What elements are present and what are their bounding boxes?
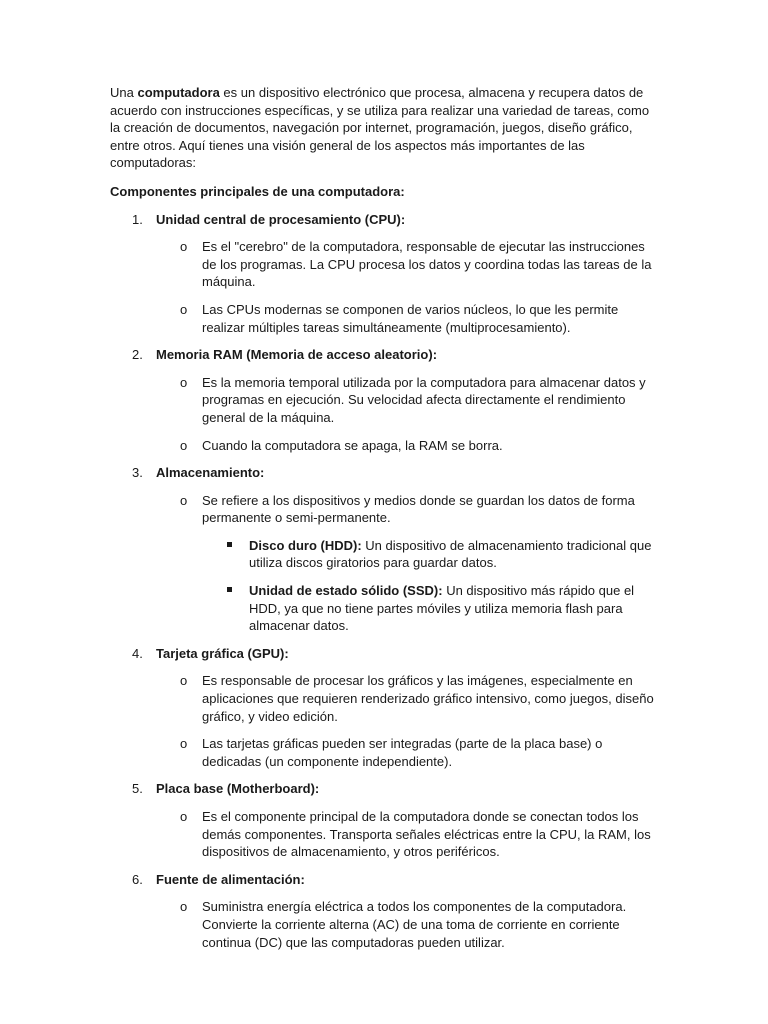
item-title: Tarjeta gráfica (GPU): — [156, 645, 289, 661]
list-item-1 — [110, 211, 658, 229]
sub-sub-item-text: Un dispositivo más rápido que el HDD, ya que no tiene partes móviles y utiliza memoria flash para almacenar datos. — [249, 583, 635, 634]
intro-paragraph — [110, 84, 658, 172]
circle-bullet-icon: o — [180, 899, 188, 915]
sub-item-text: Suministra energía eléctrica a todos los componentes de la computadora. Convierte la corriente alterna (AC) de una toma de corriente en corriente continua (DC) que las computadoras pueden utilizar. — [202, 899, 627, 950]
intro-post: es un dispositivo electrónico que procesa, almacena y recupera datos de acuerdo con instrucciones específicas, y se utiliza para realizar una variedad de tareas, como la creación de documentos, navegación por internet, programación, juegos, diseño gráfico, entre otros. Aquí tienes una visión general de los aspectos más importantes de las computadoras: — [110, 85, 650, 171]
sub-sub-item-term: Disco duro (HDD): — [249, 537, 362, 553]
circle-bullet-icon: o — [180, 809, 188, 824]
item-title: Placa base (Motherboard): — [156, 781, 320, 797]
section-heading: Componentes principales de una computadora: — [110, 183, 405, 199]
item-number: 6. — [132, 871, 143, 887]
circle-bullet-icon: o — [180, 239, 188, 255]
circle-bullet-icon: o — [180, 374, 188, 390]
item-title: Fuente de alimentación: — [156, 871, 305, 887]
intro-pre: Una — [110, 85, 138, 100]
list-item-2 — [110, 346, 658, 364]
sub-sub-item-term: Unidad de estado sólido (SSD): — [249, 583, 443, 599]
sub-item-text: Cuando la computadora se apaga, la RAM se borra. — [202, 437, 503, 453]
list-item-6 — [110, 871, 658, 889]
sub-item — [110, 374, 658, 427]
sub-item-text: Es el "cerebro" de la computadora, responsable de ejecutar las instrucciones de los programas. La CPU procesa los datos y coordina todas las tareas de la máquina. — [202, 239, 652, 290]
item-title: Almacenamiento: — [156, 465, 265, 481]
intro-bold-term: computadora — [137, 85, 220, 100]
item-title: Memoria RAM (Memoria de acceso aleatorio): — [156, 347, 438, 363]
sub-item — [110, 238, 658, 291]
sub-item-text: Las CPUs modernas se componen de varios núcleos, lo que les permite realizar múltiples tareas simultáneamente (multiprocesamiento). — [202, 301, 619, 335]
sub-item-text: Es la memoria temporal utilizada por la computadora para almacenar datos y programas en ejecución. Su velocidad afecta directamente el rendimiento general de la máquina. — [202, 374, 646, 425]
sub-item-text: Las tarjetas gráficas pueden ser integradas (parte de la placa base) o dedicadas (un componente independiente). — [202, 736, 603, 769]
sub-sub-item-text: Un dispositivo de almacenamiento tradicional que utiliza discos giratorios para guardar datos. — [249, 537, 652, 571]
square-bullet-icon — [227, 542, 232, 547]
sub-item — [110, 898, 658, 951]
sub-item — [110, 808, 658, 861]
sub-item-text: Se refiere a los dispositivos y medios donde se guardan los datos de forma permanente o semi-permanente. — [202, 492, 635, 526]
circle-bullet-icon: o — [180, 736, 188, 752]
sub-item-text: Es el componente principal de la computadora donde se conectan todos los demás componentes. Transporta señales eléctricas entre la CPU, la RAM, los dispositivos de almacenamiento, y otros periféricos. — [202, 809, 651, 860]
item-number: 1. — [132, 211, 143, 227]
item-number: 5. — [132, 781, 143, 797]
circle-bullet-icon: o — [180, 492, 188, 508]
item-number: 3. — [132, 465, 143, 481]
list-item-4 — [110, 645, 658, 663]
item-number: 4. — [132, 645, 143, 661]
sub-item — [110, 492, 658, 527]
sub-item-text: Es responsable de procesar los gráficos y las imágenes, especialmente en aplicaciones que requieren renderizado gráfico intensivo, como juegos, diseño gráfico, y video edición. — [202, 673, 654, 724]
sub-sub-item — [110, 537, 658, 572]
sub-item — [110, 672, 658, 725]
circle-bullet-icon: o — [180, 673, 188, 689]
item-number: 2. — [132, 347, 143, 363]
item-title: Unidad central de procesamiento (CPU): — [156, 211, 406, 227]
list-item-3 — [110, 464, 658, 482]
sub-sub-item — [110, 582, 658, 635]
sub-item — [110, 301, 658, 336]
circle-bullet-icon: o — [180, 437, 188, 453]
sub-item — [110, 437, 658, 455]
sub-item — [110, 735, 658, 770]
square-bullet-icon — [227, 587, 232, 592]
circle-bullet-icon: o — [180, 301, 188, 317]
list-item-5 — [110, 780, 658, 798]
